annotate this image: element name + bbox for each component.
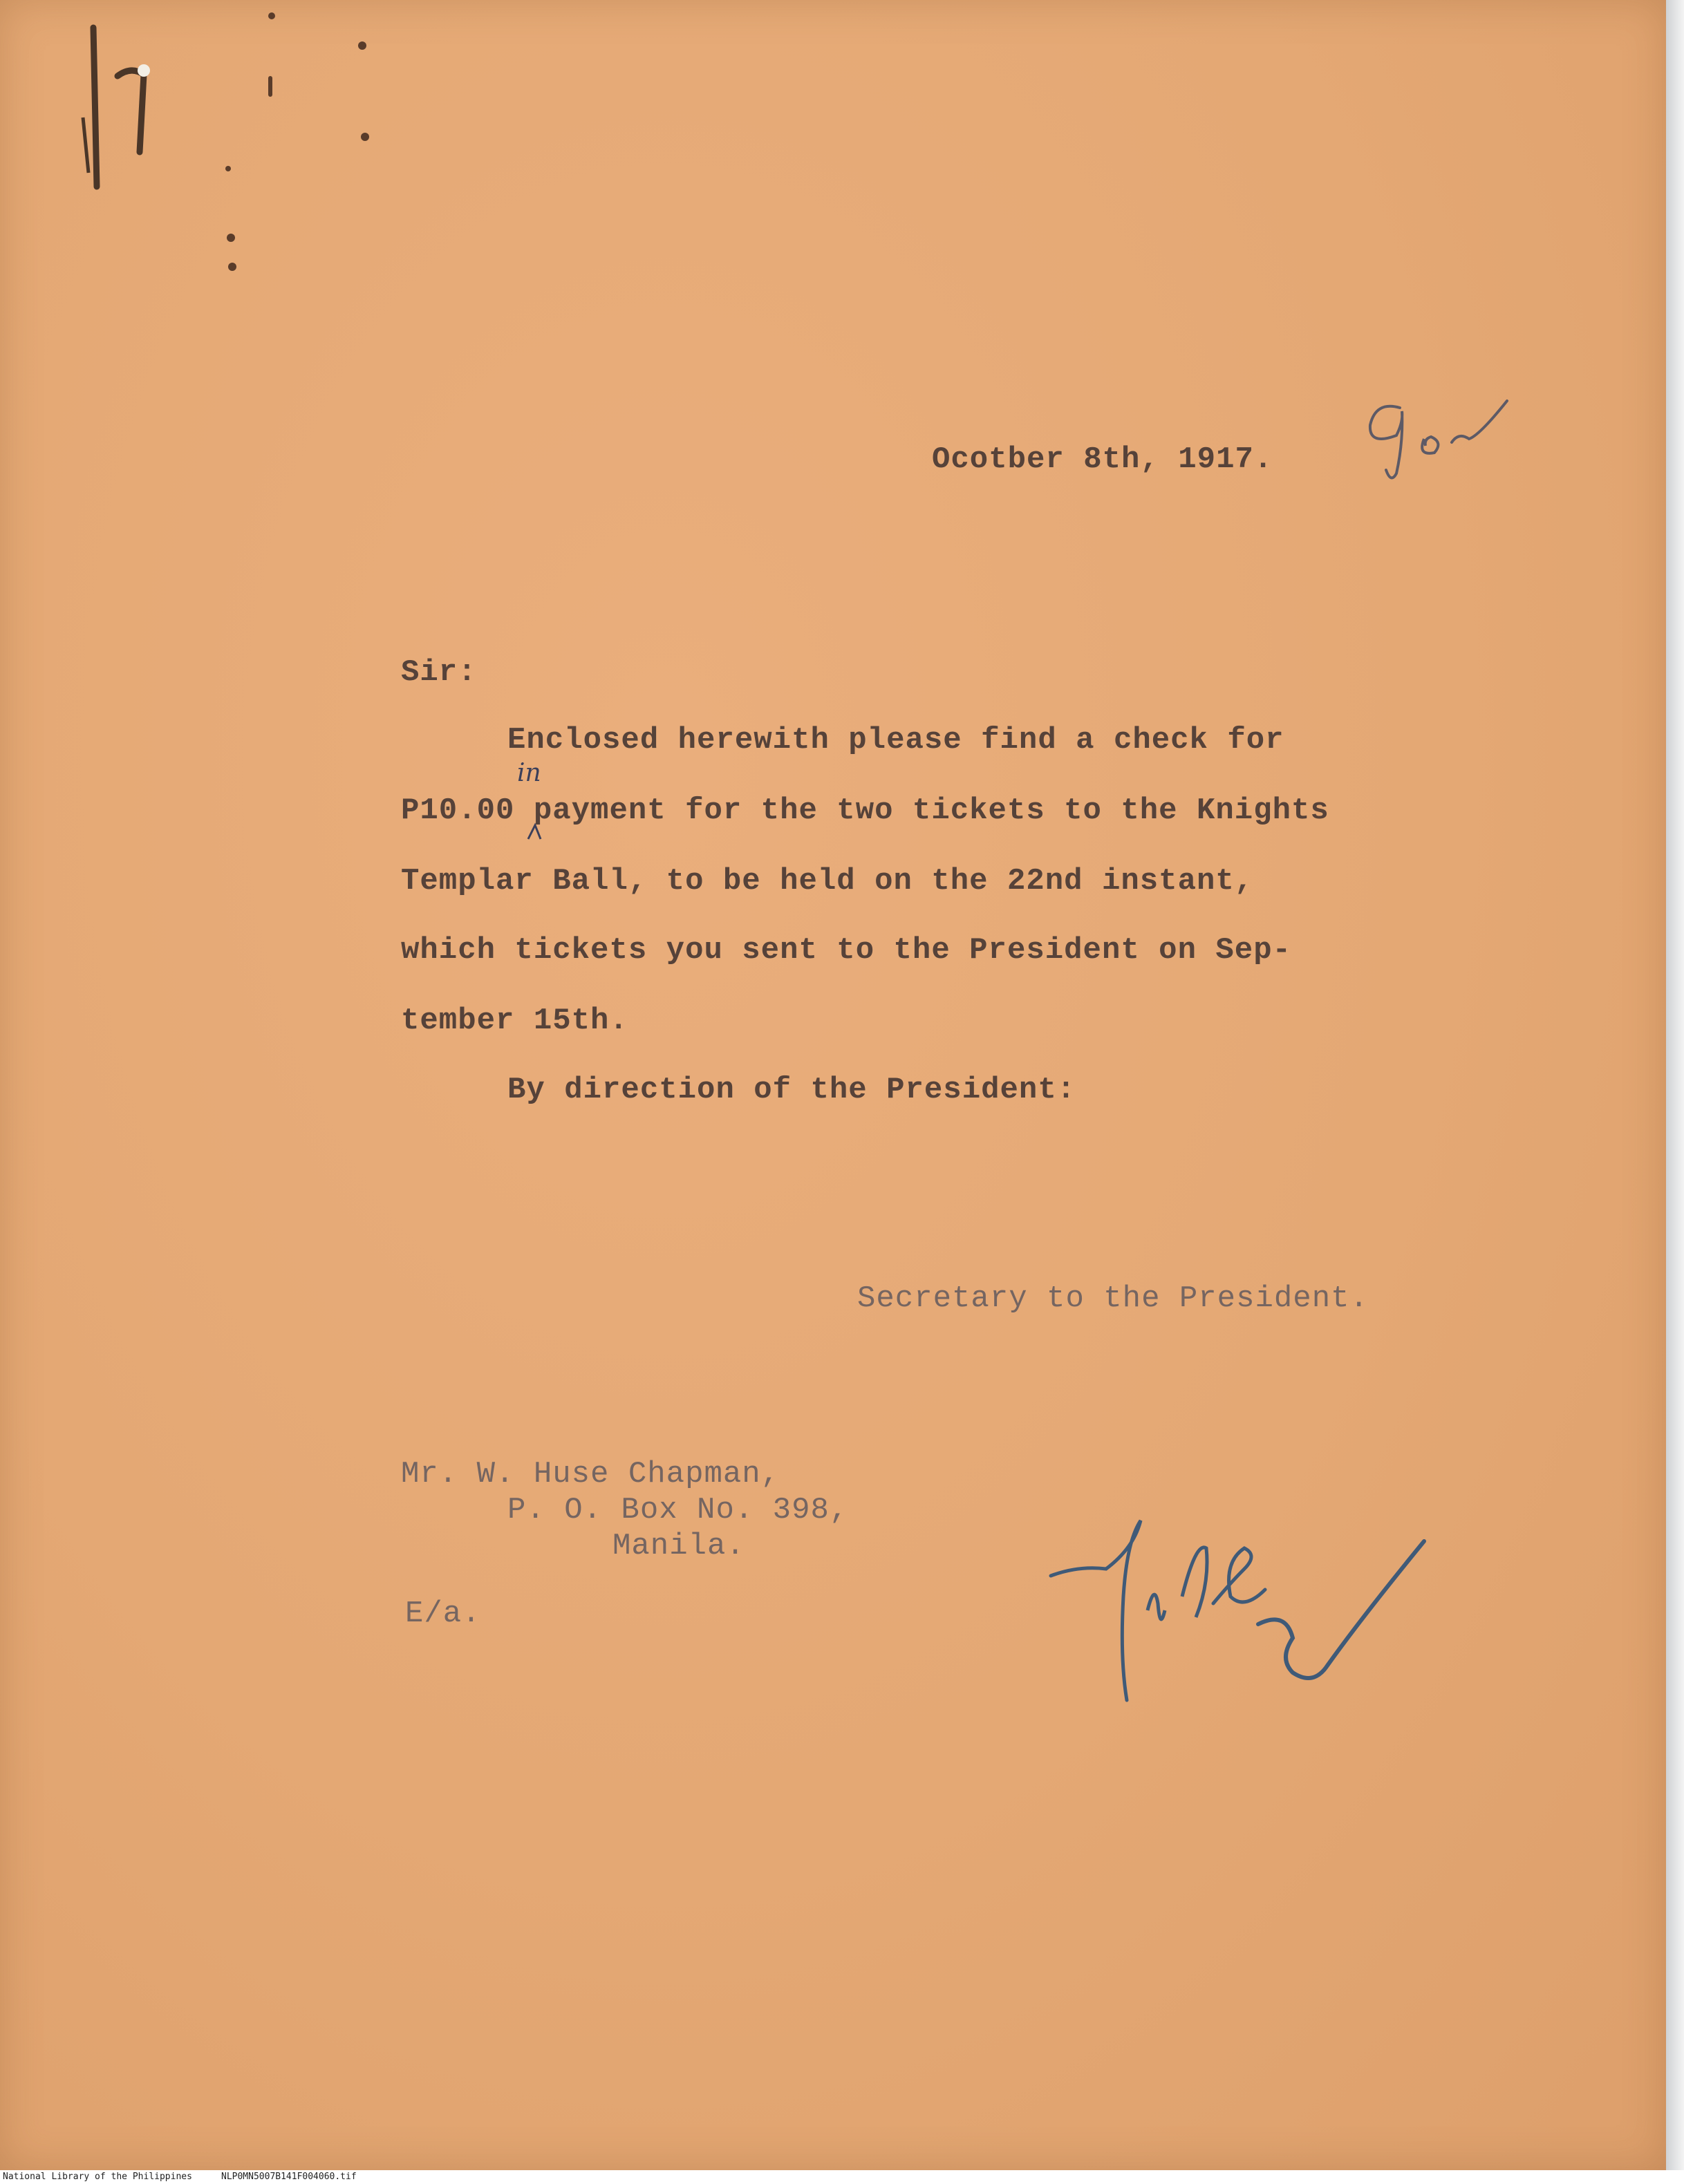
scan-footer <box>0 2170 1684 2184</box>
paper-spot <box>358 41 366 50</box>
footer-institution: National Library of the Philippines <box>3 2172 192 2182</box>
body-line-1: Enclosed herewith please find a check for <box>507 723 1284 757</box>
salutation: Sir: <box>401 655 477 690</box>
letter-date: Ocotber 8th, 1917. <box>932 442 1273 477</box>
body-line-5: tember 15th. <box>401 1004 628 1038</box>
handwritten-initials <box>1348 387 1528 491</box>
paper-spot <box>228 263 236 271</box>
paper-spot <box>225 166 231 171</box>
closing: By direction of the President: <box>507 1073 1076 1107</box>
handwritten-page-number <box>62 14 173 200</box>
handwritten-insertion: in <box>517 759 541 787</box>
scan-edge <box>1666 0 1684 2170</box>
insertion-caret-mark <box>525 821 546 842</box>
recipient-box: P. O. Box No. 398, <box>507 1493 849 1527</box>
body-line-2: P10.00 payment for the two tickets to the Knights <box>401 793 1329 828</box>
paper-spot <box>361 133 369 141</box>
recipient-name: Mr. W. Huse Chapman, <box>401 1457 780 1491</box>
recipient-city: Manila. <box>612 1529 745 1563</box>
body-line-4: which tickets you sent to the President on Sep- <box>401 933 1292 968</box>
typist-initials: E/a. <box>405 1597 481 1631</box>
handwritten-file-annotation <box>1037 1500 1452 1742</box>
paper-spot <box>268 12 275 19</box>
signature-title: Secretary to the President. <box>857 1281 1369 1316</box>
paper-spot <box>227 234 235 242</box>
body-line-3: Templar Ball, to be held on the 22nd instant, <box>401 864 1254 898</box>
footer-filename: NLP0MN5007B141F004060.tif <box>221 2172 357 2182</box>
paper-spot <box>268 76 272 97</box>
